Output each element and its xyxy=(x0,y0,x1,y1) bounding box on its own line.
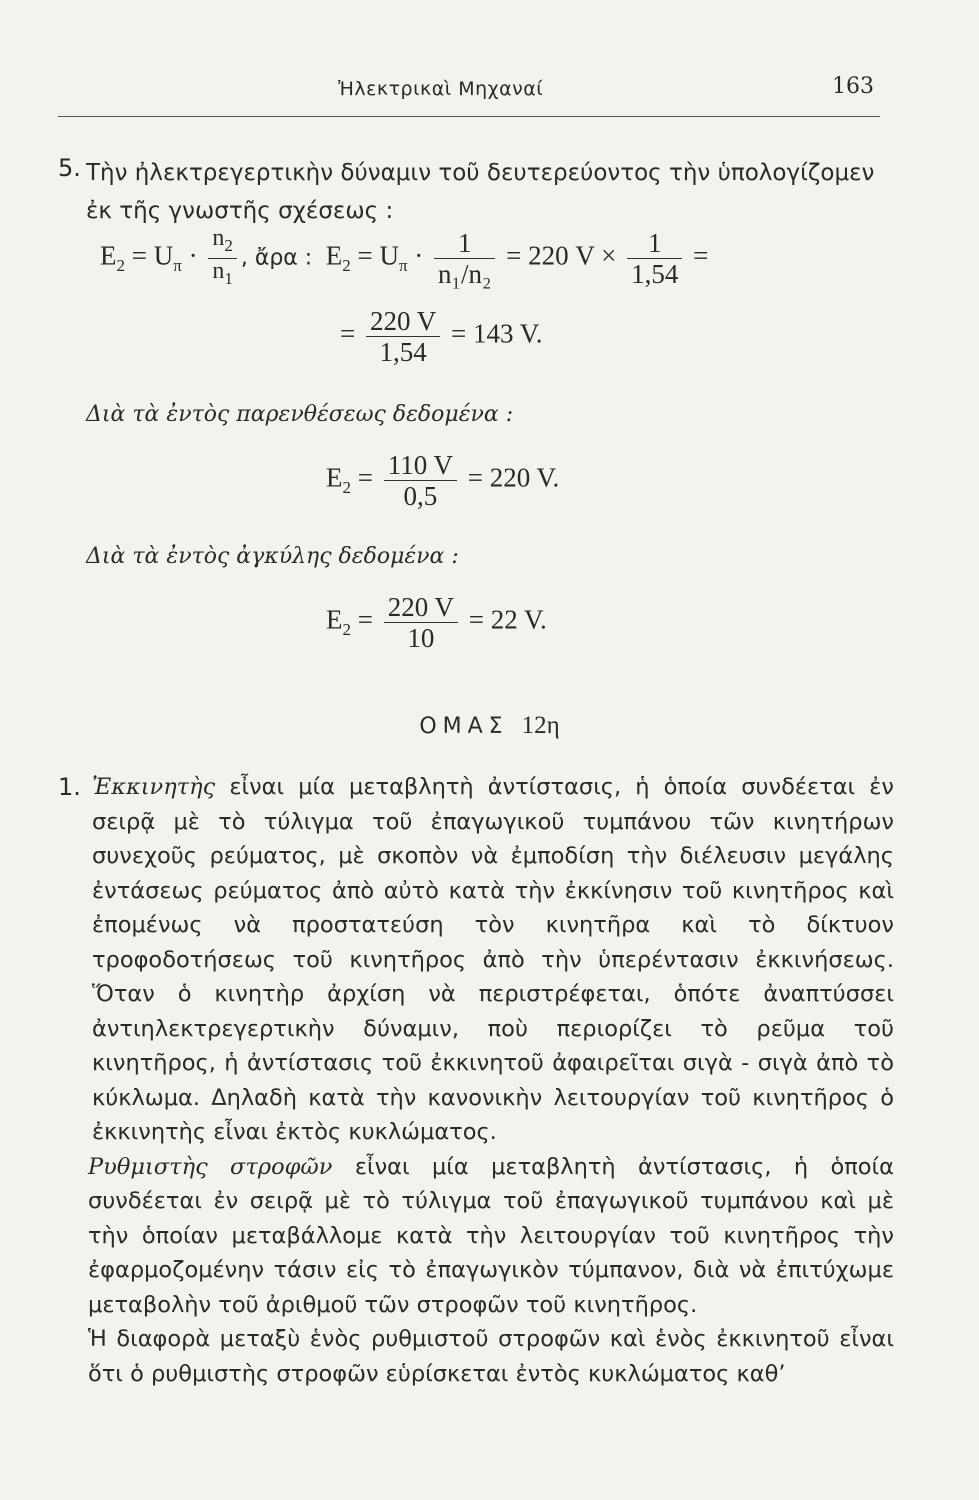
eq1-equals-4: = xyxy=(693,240,709,271)
body-text xyxy=(58,770,894,1391)
section-title-text: ΟΜΑΣ xyxy=(419,714,509,739)
paren-lhs: E xyxy=(326,462,343,493)
bracket-result: = 22 V. xyxy=(468,604,547,635)
section-title xyxy=(0,712,979,740)
header-rule xyxy=(58,116,880,117)
fraction-220-over-10 xyxy=(384,592,458,653)
f2-den: n₁/n₂ xyxy=(434,258,495,289)
equation-bracket xyxy=(326,592,547,653)
paren-equals: = xyxy=(357,462,373,493)
f2-num: 1 xyxy=(457,227,472,258)
exercise-text: Τὴν ἠλεκτρεγερτικὴν δύναμιν τοῦ δευτερεύοντος τὴν ὑπολογίζομεν ἐκ τῆς γνωστῆς σχέσεως : xyxy=(86,160,875,224)
bracket-equals: = xyxy=(357,604,373,635)
eq1-ara: , ἄρα : xyxy=(240,245,313,271)
term-starter: Ἐκκινητὴς xyxy=(92,774,216,800)
running-head: Ἠλεκτρικαὶ Μηχαναί xyxy=(338,78,544,100)
f1-den-sub: 1 xyxy=(224,268,233,288)
fraction-220-over-154 xyxy=(366,306,440,367)
equation-2 xyxy=(340,306,543,367)
paren-lhs-sub: 2 xyxy=(342,478,351,498)
f1-num-sub: 2 xyxy=(224,235,233,255)
eq1-u: U xyxy=(153,240,174,271)
section-group: 12η xyxy=(521,712,560,739)
f3-num: 1 xyxy=(647,227,662,258)
page-header xyxy=(58,70,880,122)
bracket-lhs-sub: 2 xyxy=(342,620,351,640)
eq1-lhs2-sub: 2 xyxy=(342,255,351,275)
paragraph-1 xyxy=(58,770,894,1150)
equation-paren xyxy=(326,450,559,511)
paren-num: 110 V xyxy=(387,450,453,480)
eq1-lhs2: E xyxy=(325,240,343,271)
fraction-1-over-154 xyxy=(627,228,682,289)
page-number: 163 xyxy=(832,74,874,99)
bracket-num: 220 V xyxy=(387,592,454,622)
fraction-n2-n1 xyxy=(208,226,237,291)
eq1-equals-2: = xyxy=(357,240,373,271)
eq2-den: 1,54 xyxy=(366,336,440,367)
paragraph-1-text: εἶναι μία μεταβλητὴ ἀντίστασις, ἡ ὁποία συνδέεται ἐν σειρᾷ μὲ τὸ τύλιγμα τοῦ ἐπαγωγικοῦ τυμπάνου τῶν κινητήρων συνεχοῦς ρεύματος, μὲ σκοπὸν νὰ ἐμποδίση τὴν διέλευσιν μεγάλης ἐντάσεως ρεύματος ἀπὸ αὐτὸ κατὰ τὴν ἐκκίνησιν τοῦ κινητῆρος καὶ ἐπομένως νὰ προστατεύση τὸν κινητῆρα καὶ τὸ δίκτυον τροφοδοτήσεως τοῦ κινητῆρος ἀπὸ τὴν ὑπερέντασιν ἐκκινήσεως. Ὅταν ὁ κινητὴρ ἀρχίση νὰ περιστρέφεται, ὁπότε ἀναπτύσσει ἀντιηλεκτρεγερτικὴν δύναμιν, ποὺ περιορίζει τὸ ρεῦμα τοῦ κινητῆρος, ἡ ἀντίστασις τοῦ ἐκκινητοῦ ἀφαιρεῖται σιγὰ - σιγὰ ἀπὸ τὸ κύκλωμα. Δηλαδὴ κατὰ τὴν κανονικὴν λειτουργίαν τοῦ κινητῆρος ὁ ἐκκινητὴς εἶναι ἐκτὸς κυκλώματος. xyxy=(92,774,894,1145)
eq1-equals-3: = xyxy=(506,240,522,271)
eq2-equals: = xyxy=(340,318,356,349)
eq2-result: = 143 V. xyxy=(451,318,543,349)
eq1-dot-2: · xyxy=(414,240,424,271)
f1-num: n xyxy=(212,225,225,251)
exercise-number: 5. xyxy=(58,154,81,182)
paragraph-3: Ἡ διαφορὰ μεταξὺ ἑνὸς ρυθμιστοῦ στροφῶν καὶ ἑνὸς ἐκκινητοῦ εἶναι ὅτι ὁ ρυθμιστὴς στροφῶν εὑρίσκεται ἐντὸς κυκλώματος καθ’ xyxy=(88,1326,894,1387)
f3-den: 1,54 xyxy=(627,258,682,289)
term-speed-regulator: Ρυθμιστὴς στροφῶν xyxy=(88,1153,333,1180)
paragraph-2-text: εἶναι μία μεταβλητὴ ἀντίστασις, ἡ ὁποία συνδέεται ἐν σειρᾷ μὲ τὸ τύλιγμα τοῦ ἐπαγωγικοῦ τυμπάνου καὶ μὲ τὴν ὁποίαν μεταβάλλομε κατὰ τὴν λειτουργίαν τοῦ κινητῆρος τὴν ἐφαρμοζομένην τάσιν εἰς τὸ ἐπαγωγικὸν τύμπανον, διὰ νὰ ἐπιτύχωμε μεταβολὴν τοῦ ἀριθμοῦ τῶν στροφῶν τοῦ κινητῆρος. xyxy=(88,1153,895,1318)
eq1-u2-sub: π xyxy=(398,255,408,275)
bracket-den: 10 xyxy=(384,622,458,653)
eq1-value: 220 V × xyxy=(528,240,617,271)
paren-result: = 220 V. xyxy=(467,462,560,493)
paragraph-2 xyxy=(58,1150,894,1323)
equation-1 xyxy=(100,226,708,291)
eq1-u-sub: π xyxy=(173,255,182,275)
fraction-110-over-05 xyxy=(384,450,457,511)
bracket-label: Διὰ τὰ ἐντὸς ἀγκύλης δεδομένα : xyxy=(86,544,459,569)
eq2-num: 220 V xyxy=(369,306,437,336)
bracket-lhs: E xyxy=(326,604,343,635)
paren-label: Διὰ τὰ ἐντὸς παρενθέσεως δεδομένα : xyxy=(86,402,514,427)
fraction-1-over-n1n2 xyxy=(434,228,495,289)
eq1-lhs-sub: 2 xyxy=(116,255,125,275)
paragraph-number: 1. xyxy=(58,773,81,801)
eq1-u2: U xyxy=(379,240,399,271)
eq1-dot: · xyxy=(188,240,198,271)
eq1-lhs: E xyxy=(100,240,117,271)
eq1-equals: = xyxy=(131,240,147,271)
f1-den: n xyxy=(212,257,225,284)
paren-den: 0,5 xyxy=(384,480,457,511)
